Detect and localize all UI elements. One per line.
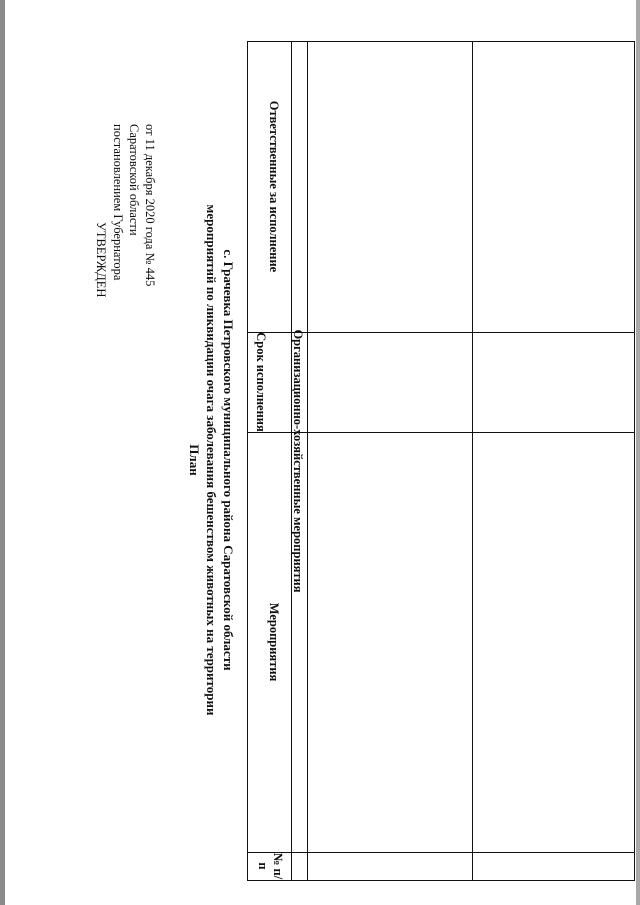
approval-approved: УТВЕРЖДЕН <box>94 222 108 298</box>
title-line1: мероприятий по ликвидации очага заболевания бешенством животных на территории <box>204 204 219 716</box>
section-band-border <box>307 41 308 881</box>
col-measures-border <box>247 432 635 433</box>
title-word: План <box>187 444 202 476</box>
header-deadline: Срок исполнения <box>254 332 268 432</box>
col-num-border <box>247 852 635 853</box>
table-border-right <box>634 41 635 881</box>
title-line2: с. Грачевка Петровского муниципального района Саратовской области <box>221 249 236 671</box>
row-1-border <box>472 41 473 881</box>
approval-line3: от 11 декабря 2020 года № 445 <box>143 124 157 287</box>
col-deadline-border <box>247 332 635 333</box>
header-num: № п/п <box>256 852 285 880</box>
approval-line1: постановлением Губернатора <box>111 124 125 281</box>
header-measures: Мероприятия <box>267 602 281 682</box>
table-border-top <box>247 41 635 42</box>
header-responsible: Ответственные за исполнение <box>267 100 281 273</box>
approval-line2: Саратовской области <box>127 124 141 236</box>
table-border-left <box>247 41 248 881</box>
table-border-bottom <box>247 880 635 881</box>
section-title: Организационно-хозяйственные мероприятия <box>291 329 305 593</box>
